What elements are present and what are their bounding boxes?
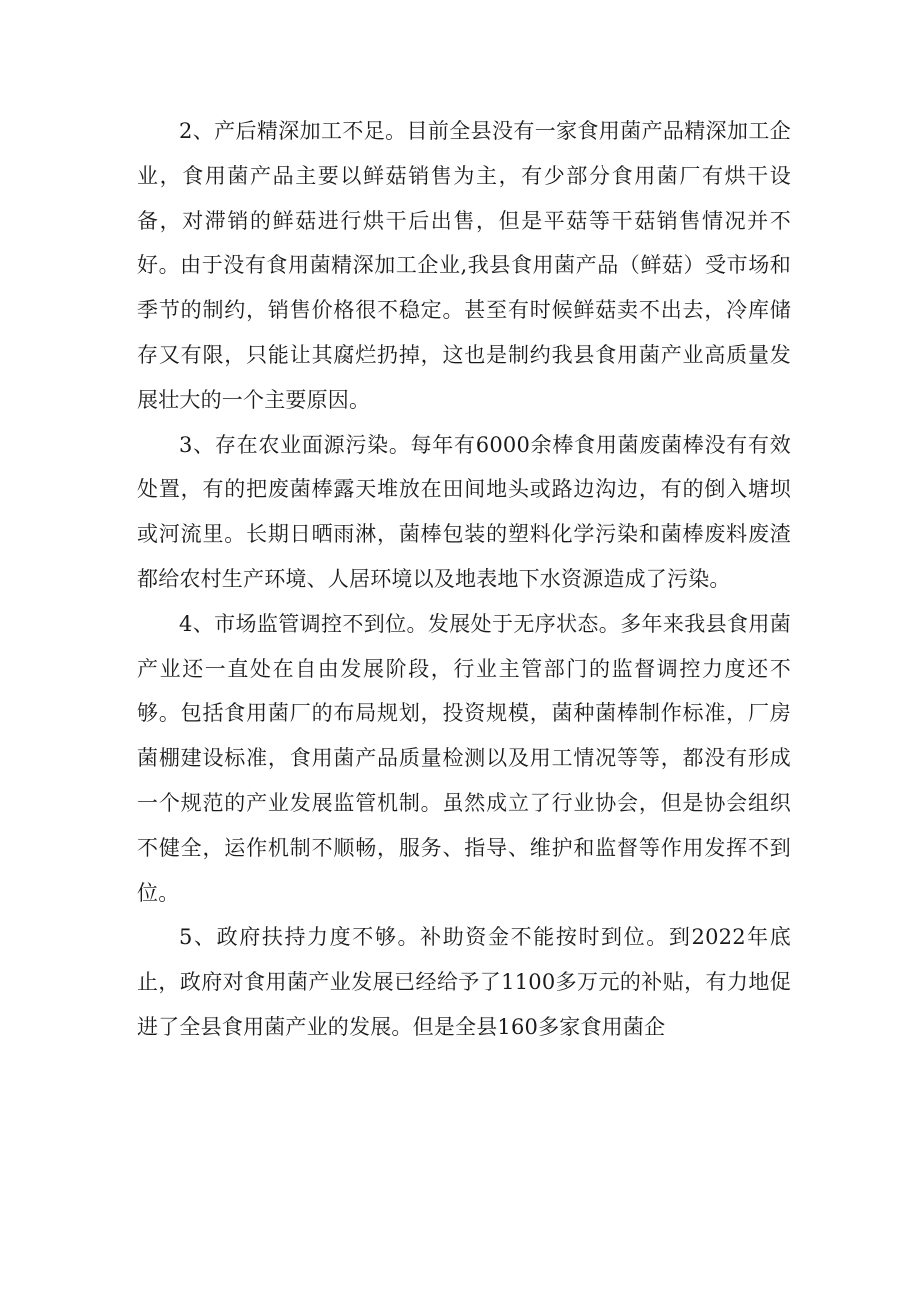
paragraph-processing: 2、产后精深加工不足。目前全县没有一家食用菌产品精深加工企业，食用菌产品主要以鲜菇销售为主，有少部分食用菌厂有烘干设备，对滞销的鲜菇进行烘干后出售，但是平菇等干菇销售情况并不好。由于没有食用菌精深加工企业,我县食用菌产品（鲜菇）受市场和季节的制约，销售价格很不稳定。甚至有时候鲜菇卖不出去，冷库储存又有限，只能让其腐烂扔掉，这也是制约我县食用菌产业高质量发展壮大的一个主要原因。 xyxy=(137,119,791,412)
document-body xyxy=(137,109,791,1050)
paragraph-government-support: 5、政府扶持力度不够。补助资金不能按时到位。到2022年底止，政府对食用菌产业发展已经给予了1100多万元的补贴，有力地促进了全县食用菌产业的发展。但是全县160多家食用菌企 xyxy=(137,925,791,1039)
paragraph-pollution: 3、存在农业面源污染。每年有6000余棒食用菌废菌棒没有有效处置，有的把废菌棒露天堆放在田间地头或路边沟边，有的倒入塘坝或河流里。长期日晒雨淋，菌棒包装的塑料化学污染和菌棒废料废渣都给农村生产环境、人居环境以及地表地下水资源造成了污染。 xyxy=(137,432,791,591)
paragraph-supervision: 4、市场监管调控不到位。发展处于无序状态。多年来我县食用菌产业还一直处在自由发展阶段，行业主管部门的监督调控力度还不够。包括食用菌厂的布局规划，投资规模，菌种菌棒制作标准，厂房菌棚建设标准，食用菌产品质量检测以及用工情况等等，都没有形成一个规范的产业发展监管机制。虽然成立了行业协会，但是协会组织不健全，运作机制不顺畅，服务、指导、维护和监督等作用发挥不到位。 xyxy=(137,611,791,905)
